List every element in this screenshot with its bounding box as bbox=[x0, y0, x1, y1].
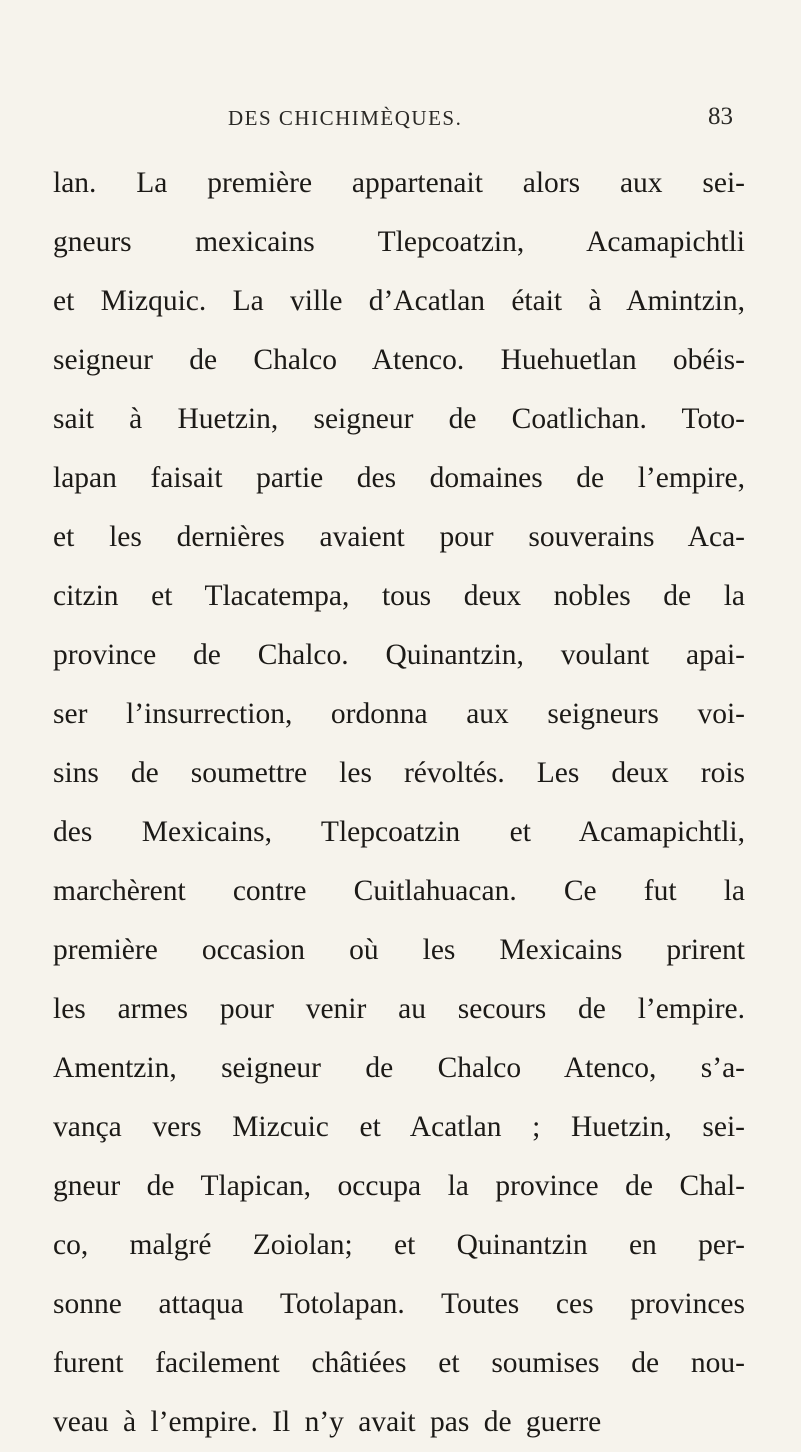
text-line: Amentzin, seigneur de Chalco Atenco, s’a- bbox=[53, 1052, 745, 1084]
text-line: seigneur de Chalco Atenco. Huehuetlan obéis- bbox=[53, 344, 745, 376]
text-line: sonne attaqua Totolapan. Toutes ces provinces bbox=[53, 1288, 745, 1320]
running-head bbox=[0, 103, 801, 136]
running-title: DES CHICHIMÈQUES. bbox=[228, 106, 463, 130]
text-line: lapan faisait partie des domaines de l’empire, bbox=[53, 462, 745, 494]
text-line: sait à Huetzin, seigneur de Coatlichan. Toto- bbox=[53, 403, 745, 435]
text-line: première occasion où les Mexicains prirent bbox=[53, 934, 745, 966]
text-line: des Mexicains, Tlepcoatzin et Acamapichtli, bbox=[53, 816, 745, 848]
text-line: vança vers Mizcuic et Acatlan ; Huetzin, sei- bbox=[53, 1111, 745, 1143]
text-line: gneurs mexicains Tlepcoatzin, Acamapichtli bbox=[53, 226, 745, 258]
text-line: marchèrent contre Cuitlahuacan. Ce fut la bbox=[53, 875, 745, 907]
text-line: province de Chalco. Quinantzin, voulant apai- bbox=[53, 639, 745, 671]
text-line: furent facilement châtiées et soumises de nou- bbox=[53, 1347, 745, 1379]
text-line: gneur de Tlapican, occupa la province de Chal- bbox=[53, 1170, 745, 1202]
text-line: et Mizquic. La ville d’Acatlan était à Amintzin, bbox=[53, 285, 745, 317]
text-line: et les dernières avaient pour souverains Aca- bbox=[53, 521, 745, 553]
text-line: citzin et Tlacatempa, tous deux nobles de la bbox=[53, 580, 745, 612]
text-line: lan. La première appartenait alors aux sei- bbox=[53, 167, 745, 199]
text-line: sins de soumettre les révoltés. Les deux rois bbox=[53, 757, 745, 789]
page-number: 83 bbox=[708, 103, 733, 130]
text-line: les armes pour venir au secours de l’empire. bbox=[53, 993, 745, 1025]
text-line: veau à l’empire. Il n’y avait pas de guerre bbox=[53, 1406, 602, 1438]
text-line: co, malgré Zoiolan; et Quinantzin en per- bbox=[53, 1229, 745, 1261]
body-text bbox=[53, 154, 745, 1452]
text-line: ser l’insurrection, ordonna aux seigneurs voi- bbox=[53, 698, 745, 730]
